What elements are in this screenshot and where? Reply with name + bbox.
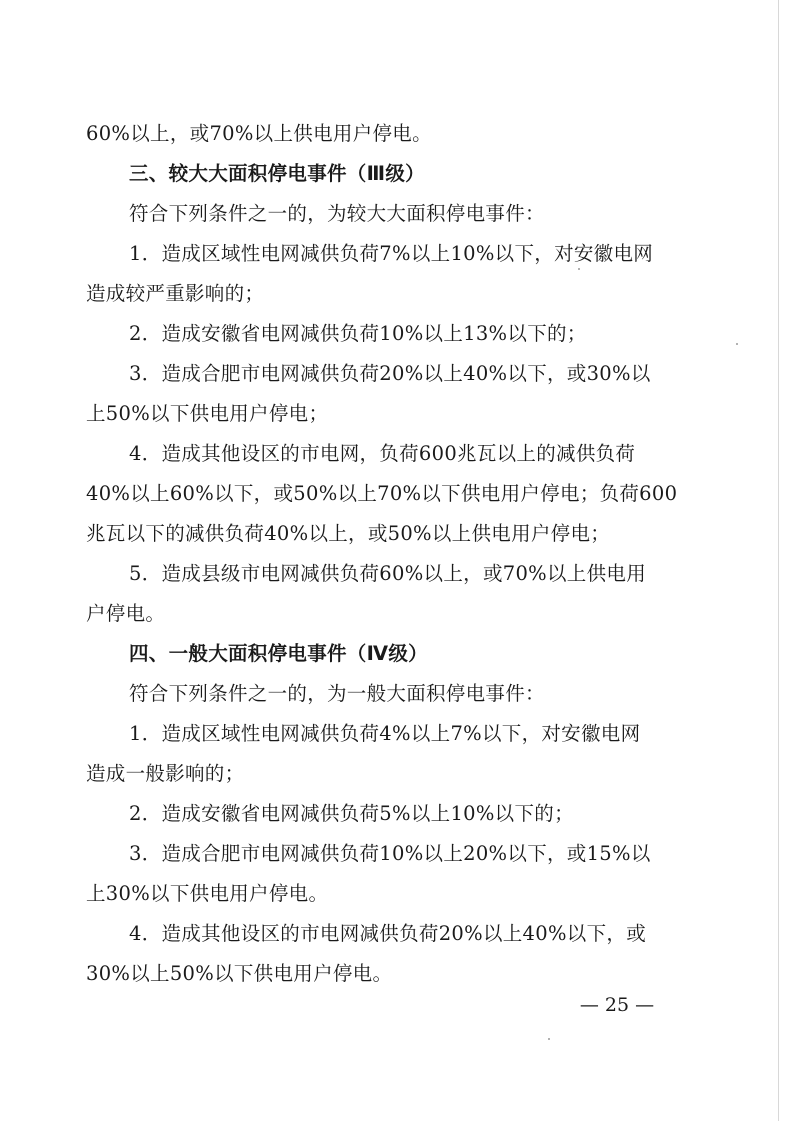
- item-3-line-1: 3．造成合肥市电网减供负荷20%以上40%以下，或30%以: [129, 362, 651, 385]
- item-1-line-2-level-4: 造成一般影响的；: [86, 762, 245, 785]
- item-3-line-1-level-4: 3．造成合肥市电网减供负荷10%以上20%以下，或15%以: [129, 842, 651, 865]
- page-edge-line: [778, 0, 779, 1121]
- page-number: — 25 —: [579, 994, 655, 1016]
- item-3-line-2-level-4: 上30%以下供电用户停电。: [86, 882, 329, 905]
- section-heading-level-3: 三、较大大面积停电事件（Ⅲ级）: [129, 162, 425, 185]
- scan-speck: [548, 1038, 550, 1040]
- item-1-line-2: 造成较严重影响的；: [86, 282, 265, 305]
- item-2-line-1: 2．造成安徽省电网减供负荷10%以上13%以下的；: [129, 322, 587, 345]
- section-heading-level-4: 四、一般大面积停电事件（Ⅳ级）: [129, 642, 428, 665]
- item-5-line-2: 户停电。: [86, 602, 166, 625]
- item-3-line-2: 上50%以下供电用户停电；: [86, 402, 329, 425]
- item-1-line-1-level-4: 1．造成区域性电网减供负荷4%以上7%以下，对安徽电网: [129, 722, 641, 745]
- item-4-line-2: 40%以上60%以下，或50%以上70%以下供电用户停电；负荷600: [86, 482, 678, 505]
- item-4-line-2-level-4: 30%以上50%以下供电用户停电。: [86, 962, 393, 985]
- text-line-continuation: 60%以上，或70%以上供电用户停电。: [86, 122, 432, 145]
- item-4-line-3: 兆瓦以下的减供负荷40%以上，或50%以上供电用户停电；: [86, 522, 611, 545]
- item-4-line-1-level-4: 4．造成其他设区的市电网减供负荷20%以上40%以下，或: [129, 922, 646, 945]
- scan-speck: [736, 343, 738, 345]
- section-intro-level-4: 符合下列条件之一的，为一般大面积停电事件：: [129, 682, 545, 705]
- item-1-line-1: 1．造成区域性电网减供负荷7%以上10%以下，对安徽电网: [129, 242, 654, 265]
- item-4-line-1: 4．造成其他设区的市电网，负荷600兆瓦以上的减供负荷: [129, 442, 636, 465]
- item-5-line-1: 5．造成县级市电网减供负荷60%以上，或70%以上供电用: [129, 562, 646, 585]
- scan-speck: [578, 268, 580, 270]
- item-2-line-1-level-4: 2．造成安徽省电网减供负荷5%以上10%以下的；: [129, 802, 574, 825]
- section-intro-level-3: 符合下列条件之一的，为较大大面积停电事件：: [129, 202, 545, 225]
